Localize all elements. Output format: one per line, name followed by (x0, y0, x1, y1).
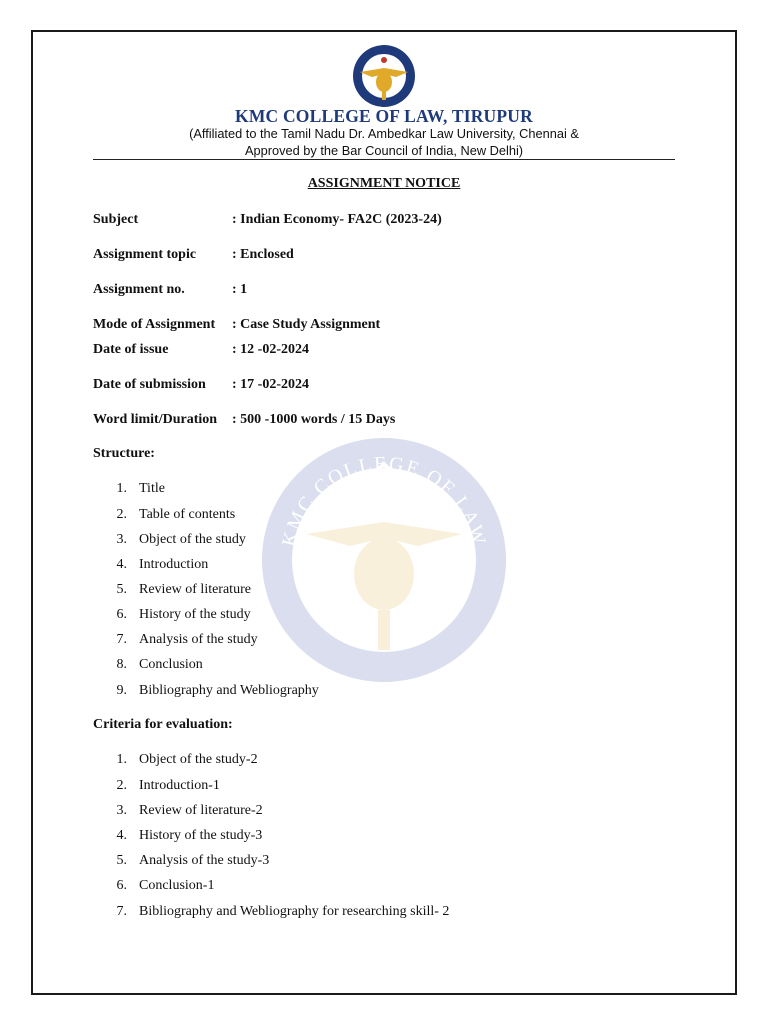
field-value: : 12 -02-2024 (232, 342, 309, 357)
affiliation-line-2: Approved by the Bar Council of India, New Delhi) (244, 143, 524, 158)
field-value: : 17 -02-2024 (232, 377, 309, 392)
field-date-of-issue (93, 342, 309, 358)
field-value: : 1 (232, 282, 248, 297)
structure-heading: Structure: (93, 446, 155, 461)
field-label: Mode of Assignment (93, 317, 216, 332)
field-value: : 500 -1000 words / 15 Days (232, 412, 396, 427)
notice-title: ASSIGNMENT NOTICE (307, 176, 461, 191)
field-label: Date of issue (93, 342, 169, 357)
field-mode-of-assignment (93, 317, 381, 333)
college-name: KMC COLLEGE OF LAW, TIRUPUR (235, 106, 533, 126)
page-border (31, 30, 737, 995)
header-divider (93, 159, 675, 160)
field-assignment-no (93, 282, 248, 298)
field-date-of-submission (93, 377, 309, 393)
field-assignment-topic (93, 247, 294, 263)
field-value: : Case Study Assignment (232, 317, 381, 332)
field-subject (93, 212, 442, 228)
field-label: Assignment topic (93, 247, 197, 262)
field-label: Assignment no. (93, 282, 185, 297)
field-word-limit (93, 412, 396, 428)
field-value: : Enclosed (232, 247, 294, 262)
criteria-heading: Criteria for evaluation: (93, 717, 233, 732)
field-label: Subject (93, 212, 139, 227)
affiliation-line-1: (Affiliated to the Tamil Nadu Dr. Ambedkar Law University, Chennai & (189, 126, 579, 141)
svg-text:PROGRESS IN HARMONY: PROGRESS IN HARMONY (293, 569, 475, 648)
field-label: Word limit/Duration (93, 412, 218, 427)
college-logo (352, 44, 416, 108)
svg-text:KMC COLLEGE OF LAW: KMC COLLEGE OF LAW (277, 452, 491, 549)
field-value: : Indian Economy- FA2C (2023-24) (232, 212, 442, 227)
field-label: Date of submission (93, 377, 206, 392)
